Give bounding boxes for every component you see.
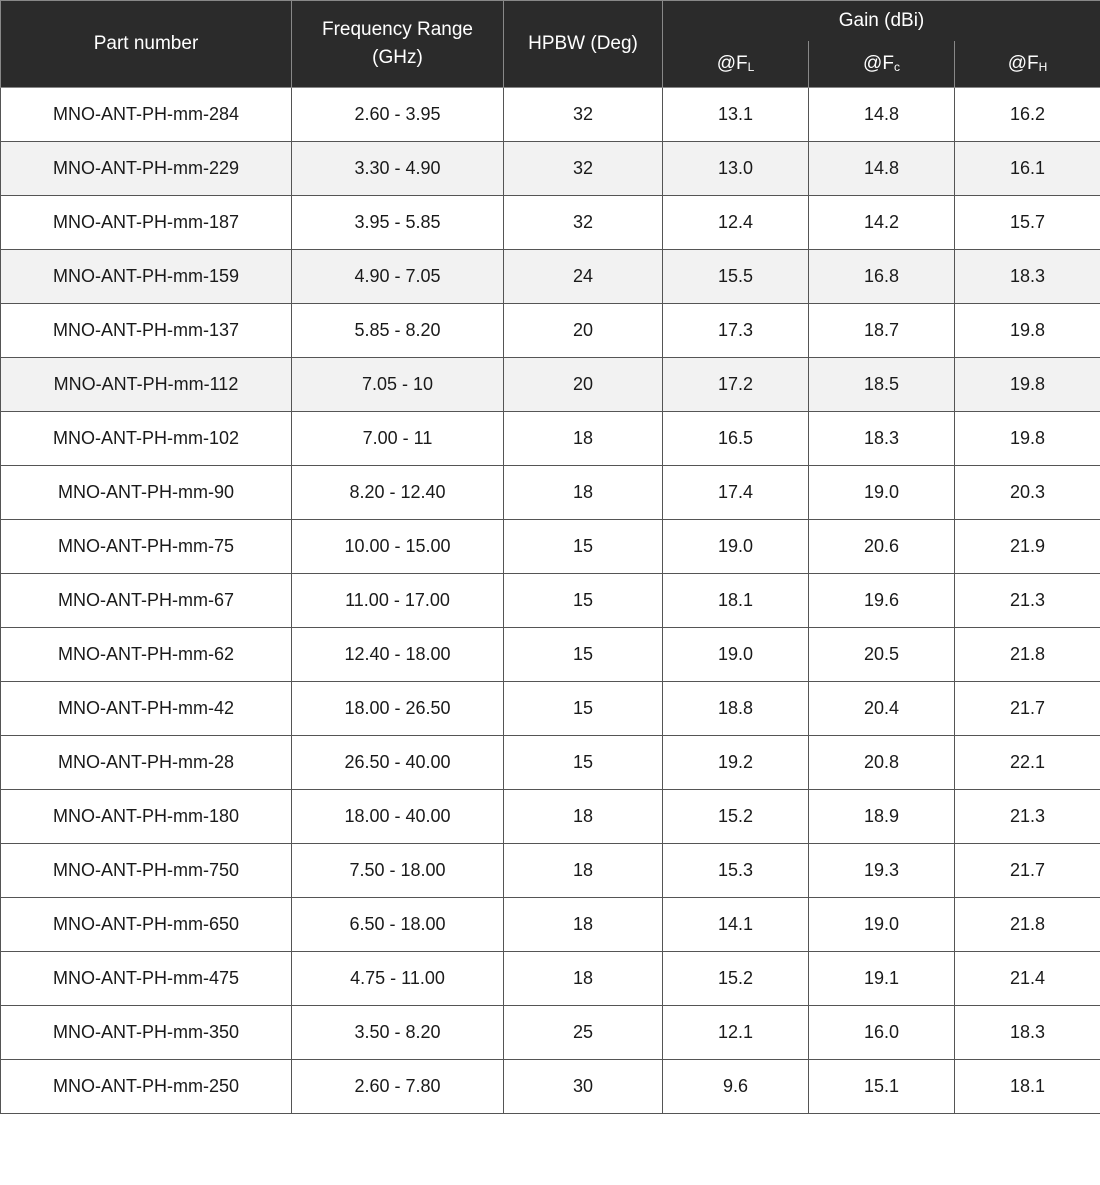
cell-hpbw: 18 (504, 898, 663, 952)
cell-part-number: MNO-ANT-PH-mm-28 (1, 736, 292, 790)
cell-hpbw: 20 (504, 304, 663, 358)
cell-gain-fh: 16.1 (955, 142, 1100, 196)
cell-gain-fh: 19.8 (955, 304, 1100, 358)
cell-gain-fh: 21.3 (955, 574, 1100, 628)
cell-hpbw: 18 (504, 790, 663, 844)
cell-gain-fc: 19.1 (809, 952, 955, 1006)
header-frequency-range (292, 1, 504, 88)
cell-gain-fh: 21.3 (955, 790, 1100, 844)
table-row (1, 412, 1100, 466)
cell-gain-fh: 20.3 (955, 466, 1100, 520)
header-gain-fl (663, 41, 809, 88)
cell-gain-fc: 18.3 (809, 412, 955, 466)
cell-part-number: MNO-ANT-PH-mm-284 (1, 88, 292, 142)
cell-gain-fc: 20.8 (809, 736, 955, 790)
gain-fc-prefix: @F (863, 53, 894, 74)
table-row (1, 898, 1100, 952)
cell-part-number: MNO-ANT-PH-mm-90 (1, 466, 292, 520)
cell-frequency-range: 11.00 - 17.00 (292, 574, 504, 628)
cell-gain-fh: 18.3 (955, 1006, 1100, 1060)
cell-frequency-range: 6.50 - 18.00 (292, 898, 504, 952)
cell-gain-fl: 17.2 (663, 358, 809, 412)
cell-gain-fc: 20.5 (809, 628, 955, 682)
cell-part-number: MNO-ANT-PH-mm-159 (1, 250, 292, 304)
cell-frequency-range: 5.85 - 8.20 (292, 304, 504, 358)
cell-gain-fc: 19.0 (809, 898, 955, 952)
cell-gain-fl: 12.1 (663, 1006, 809, 1060)
cell-gain-fh: 21.4 (955, 952, 1100, 1006)
cell-frequency-range: 26.50 - 40.00 (292, 736, 504, 790)
cell-frequency-range: 4.75 - 11.00 (292, 952, 504, 1006)
cell-gain-fl: 16.5 (663, 412, 809, 466)
cell-gain-fc: 14.2 (809, 196, 955, 250)
cell-frequency-range: 18.00 - 40.00 (292, 790, 504, 844)
cell-gain-fc: 14.8 (809, 142, 955, 196)
cell-hpbw: 24 (504, 250, 663, 304)
table-row (1, 358, 1100, 412)
cell-frequency-range: 3.50 - 8.20 (292, 1006, 504, 1060)
cell-gain-fc: 19.0 (809, 466, 955, 520)
cell-gain-fc: 16.8 (809, 250, 955, 304)
gain-fl-prefix: @F (716, 53, 748, 74)
cell-hpbw: 30 (504, 1060, 663, 1114)
table-row (1, 574, 1100, 628)
table-row (1, 142, 1100, 196)
cell-gain-fc: 16.0 (809, 1006, 955, 1060)
table-row (1, 250, 1100, 304)
cell-gain-fl: 15.3 (663, 844, 809, 898)
table-row (1, 1060, 1100, 1114)
gain-fh-prefix: @F (1007, 53, 1039, 74)
cell-hpbw: 18 (504, 844, 663, 898)
cell-gain-fh: 21.7 (955, 844, 1100, 898)
cell-part-number: MNO-ANT-PH-mm-102 (1, 412, 292, 466)
cell-gain-fl: 18.1 (663, 574, 809, 628)
cell-gain-fc: 18.5 (809, 358, 955, 412)
table-row (1, 1006, 1100, 1060)
cell-part-number: MNO-ANT-PH-mm-229 (1, 142, 292, 196)
cell-frequency-range: 2.60 - 3.95 (292, 88, 504, 142)
cell-part-number: MNO-ANT-PH-mm-137 (1, 304, 292, 358)
cell-gain-fl: 13.0 (663, 142, 809, 196)
header-gain-fc (809, 41, 955, 88)
cell-frequency-range: 12.40 - 18.00 (292, 628, 504, 682)
cell-frequency-range: 7.00 - 11 (292, 412, 504, 466)
cell-gain-fh: 22.1 (955, 736, 1100, 790)
cell-gain-fc: 15.1 (809, 1060, 955, 1114)
cell-frequency-range: 7.05 - 10 (292, 358, 504, 412)
cell-gain-fl: 15.5 (663, 250, 809, 304)
cell-gain-fl: 15.2 (663, 790, 809, 844)
gain-fh-sub: H (1038, 60, 1048, 74)
cell-hpbw: 32 (504, 196, 663, 250)
table-row (1, 304, 1100, 358)
cell-frequency-range: 8.20 - 12.40 (292, 466, 504, 520)
header-hpbw: HPBW (Deg) (504, 1, 663, 88)
cell-part-number: MNO-ANT-PH-mm-180 (1, 790, 292, 844)
cell-part-number: MNO-ANT-PH-mm-350 (1, 1006, 292, 1060)
cell-gain-fc: 18.7 (809, 304, 955, 358)
cell-gain-fl: 12.4 (663, 196, 809, 250)
cell-part-number: MNO-ANT-PH-mm-62 (1, 628, 292, 682)
table-row (1, 790, 1100, 844)
cell-part-number: MNO-ANT-PH-mm-650 (1, 898, 292, 952)
table-row (1, 628, 1100, 682)
cell-gain-fl: 9.6 (663, 1060, 809, 1114)
gain-fc-sub: c (893, 60, 900, 74)
cell-frequency-range: 3.95 - 5.85 (292, 196, 504, 250)
cell-gain-fh: 16.2 (955, 88, 1100, 142)
cell-gain-fh: 18.1 (955, 1060, 1100, 1114)
cell-gain-fc: 14.8 (809, 88, 955, 142)
cell-frequency-range: 4.90 - 7.05 (292, 250, 504, 304)
gain-fl-sub: L (747, 60, 755, 74)
cell-part-number: MNO-ANT-PH-mm-75 (1, 520, 292, 574)
cell-part-number: MNO-ANT-PH-mm-250 (1, 1060, 292, 1114)
header-gain: Gain (dBi) (663, 1, 1100, 42)
table-header (1, 1, 1100, 88)
cell-gain-fl: 15.2 (663, 952, 809, 1006)
table-row (1, 736, 1100, 790)
header-frequency-range-line2: (GHz) (372, 47, 423, 68)
cell-gain-fh: 19.8 (955, 412, 1100, 466)
table-row (1, 682, 1100, 736)
cell-gain-fh: 19.8 (955, 358, 1100, 412)
cell-gain-fl: 17.3 (663, 304, 809, 358)
table-body (1, 88, 1100, 1114)
cell-part-number: MNO-ANT-PH-mm-67 (1, 574, 292, 628)
cell-gain-fc: 18.9 (809, 790, 955, 844)
header-part-number: Part number (1, 1, 292, 88)
cell-part-number: MNO-ANT-PH-mm-187 (1, 196, 292, 250)
cell-hpbw: 25 (504, 1006, 663, 1060)
cell-gain-fl: 19.0 (663, 520, 809, 574)
cell-part-number: MNO-ANT-PH-mm-750 (1, 844, 292, 898)
cell-gain-fl: 17.4 (663, 466, 809, 520)
cell-frequency-range: 3.30 - 4.90 (292, 142, 504, 196)
cell-gain-fl: 19.0 (663, 628, 809, 682)
cell-hpbw: 32 (504, 142, 663, 196)
table-row (1, 844, 1100, 898)
cell-hpbw: 18 (504, 952, 663, 1006)
cell-gain-fc: 20.6 (809, 520, 955, 574)
cell-gain-fh: 21.8 (955, 898, 1100, 952)
cell-gain-fc: 19.3 (809, 844, 955, 898)
table-row (1, 196, 1100, 250)
cell-hpbw: 15 (504, 520, 663, 574)
cell-gain-fh: 21.7 (955, 682, 1100, 736)
cell-hpbw: 15 (504, 682, 663, 736)
cell-hpbw: 15 (504, 628, 663, 682)
cell-gain-fl: 13.1 (663, 88, 809, 142)
header-frequency-range-line1: Frequency Range (321, 19, 474, 40)
cell-frequency-range: 18.00 - 26.50 (292, 682, 504, 736)
cell-frequency-range: 7.50 - 18.00 (292, 844, 504, 898)
cell-gain-fl: 19.2 (663, 736, 809, 790)
cell-frequency-range: 10.00 - 15.00 (292, 520, 504, 574)
cell-gain-fl: 18.8 (663, 682, 809, 736)
table-row (1, 88, 1100, 142)
cell-gain-fl: 14.1 (663, 898, 809, 952)
cell-gain-fh: 21.8 (955, 628, 1100, 682)
cell-gain-fh: 18.3 (955, 250, 1100, 304)
cell-part-number: MNO-ANT-PH-mm-475 (1, 952, 292, 1006)
cell-gain-fc: 20.4 (809, 682, 955, 736)
cell-hpbw: 15 (504, 574, 663, 628)
cell-hpbw: 20 (504, 358, 663, 412)
cell-part-number: MNO-ANT-PH-mm-112 (1, 358, 292, 412)
cell-hpbw: 32 (504, 88, 663, 142)
table-row (1, 952, 1100, 1006)
cell-hpbw: 18 (504, 466, 663, 520)
cell-part-number: MNO-ANT-PH-mm-42 (1, 682, 292, 736)
cell-gain-fc: 19.6 (809, 574, 955, 628)
cell-hpbw: 15 (504, 736, 663, 790)
cell-frequency-range: 2.60 - 7.80 (292, 1060, 504, 1114)
table-row (1, 520, 1100, 574)
header-gain-fh (955, 41, 1100, 88)
cell-hpbw: 18 (504, 412, 663, 466)
cell-gain-fh: 15.7 (955, 196, 1100, 250)
table-row (1, 466, 1100, 520)
cell-gain-fh: 21.9 (955, 520, 1100, 574)
